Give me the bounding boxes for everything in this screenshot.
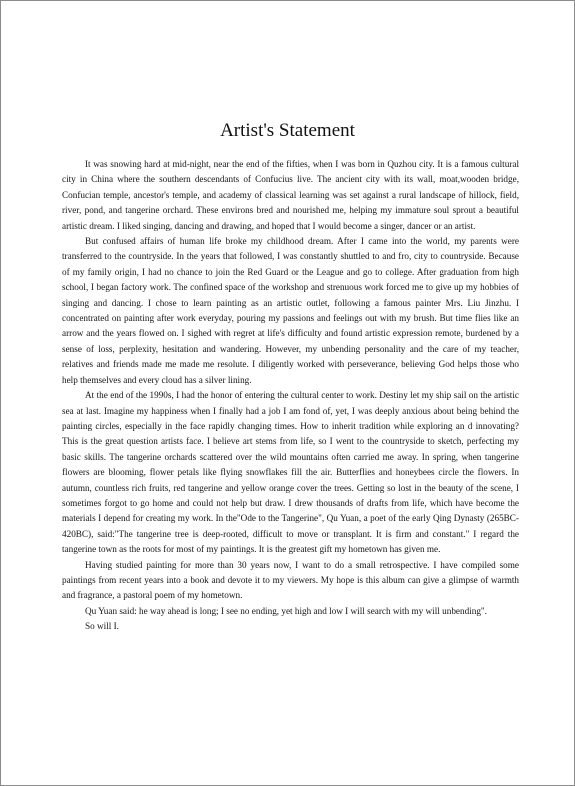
page-title: Artist's Statement bbox=[220, 120, 355, 141]
paragraph: So will I. bbox=[85, 621, 119, 632]
statement-body bbox=[62, 157, 519, 635]
paragraph: Having studied painting for more than 30 years now, I want to do a small retrospective. I have compiled some paintings from recent years into a book and devote it to my viewers. My hope is this album can give a glimpse of warmth and fragrance, a pastoral poem of my hometown. bbox=[62, 559, 519, 601]
paragraph: Qu Yuan said: he way ahead is long; I see no ending, yet high and low I will search with my will unbending". bbox=[85, 605, 487, 616]
paragraph: At the end of the 1990s, I had the honor of entering the cultural center to work. Destiny let my ship sail on the artistic sea at last. Imagine my happiness when I finally had a job I am fond of, yet, I was deeply anxious about being behind the painting circles, especially in the face rapidly changing times. How to inherit tradition while exploring an d innovating? This is the great question artists face. I believe art stems from life, so I went to the countryside to sketch, perfecting my basic skills. The tangerine orchards scattered over the wild mountains often carried me away. In spring, when tangerine flowers are blooming, flower petals like flying snowflakes fill the air. Butterflies and honeybees circle the flowers. In autumn, countless rich fruits, red tangerine and yellow orange cover the trees. Getting so lost in the beauty of the scene, I sometimes forgot to go home and could not help but draw. I drew thousands of drafts from life, which have become the materials I depend for creating my work. In the"Ode to the Tangerine", Qu Yuan, a poet of the early Qing Dynasty (265BC-420BC), said:"The tangerine tree is deep-rooted, difficult to move or transplant. It is firm and constant." I regard the tangerine town as the roots for most of my paintings. It is the greatest gift my hometown has given me. bbox=[62, 390, 519, 555]
paragraph: It was snowing hard at mid-night, near the end of the fifties, when I was born in Quzhou city. It is a famous cultural city in China where the southern descendants of Confucius live. The ancient city with its wall, moat,wooden bridge, Confucian temple, ancestor's temple, and academy of classical learning was set against a rural landscape of hillock, field, river, pond, and tangerine orchard. These environs bred and nourished me, helping my immature soul sprout a beautiful artistic dream. I liked singing, dancing and drawing, and hoped that I would become a singer, dancer or an artist. bbox=[62, 159, 519, 231]
paragraph: But confused affairs of human life broke my childhood dream. After I came into the world, my parents were transferred to the countryside. In the years that followed, I was constantly shuttled to and fro, city to countryside. Because of my family origin, I had no chance to join the Red Guard or the League and go to college. After graduation from high school, I began factory work. The confined space of the workshop and strenuous work forced me to give up my hobbies of singing and dancing. I chose to learn painting as an artistic outlet, following a famous painter Mrs. Liu Jinzhu. I concentrated on painting after work everyday, pouring my passions and feelings out with my brush. But time flies like an arrow and the years flowed on. I sighed with regret at life's difficulty and found artistic expression remote, burdened by a sense of loss, perplexity, hesitation and wandering. However, my unbending personality and the care of my teacher, relatives and friends made me made me resolute. I diligently worked with perseverance, believing God helps those who help themselves and every cloud has a silver lining. bbox=[62, 236, 519, 385]
